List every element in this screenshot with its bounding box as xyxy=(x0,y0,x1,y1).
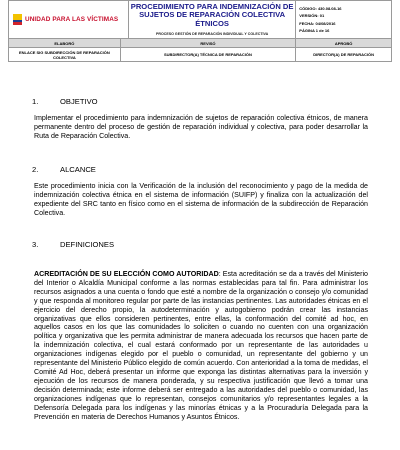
elaboro-header: ELABORÓ xyxy=(9,39,121,48)
document-code: CÓDIGO: 430.08.08-16 xyxy=(299,5,342,11)
section-heading-alcance xyxy=(32,165,96,174)
document-title: PROCEDIMIENTO PARA INDEMNIZACIÓN DE SUJETOS DE REPARACIÓN COLECTIVA ÉTNICOS xyxy=(130,2,294,28)
section-title: DEFINICIONES xyxy=(60,240,115,249)
meta-cell xyxy=(296,1,392,39)
page-number: PÁGINA 1 de 16 xyxy=(299,28,330,33)
document-date: FECHA: 04/08/2016 xyxy=(299,20,336,26)
elaboro-value: ENLACE SIG SUBDIRECCIÓN DE REPARACIÓN COLECTIVA xyxy=(9,48,121,62)
definition-acreditacion xyxy=(34,270,368,421)
section-heading-objetivo xyxy=(32,97,98,106)
document-header xyxy=(8,0,392,39)
unidad-victimas-logo xyxy=(9,14,128,25)
title-cell xyxy=(128,1,295,39)
reviso-value: SUBDIRECTOR(A) TÉCNICA DE REPARACIÓN xyxy=(120,48,296,62)
logo-cell xyxy=(9,1,129,39)
reviso-header: REVISÓ xyxy=(120,39,296,48)
section-number: 3. xyxy=(32,240,39,249)
aprobo-value: DIRECTOR(A) DE REPARACIÓN xyxy=(296,48,392,62)
approval-table xyxy=(8,38,392,62)
section-number: 2. xyxy=(32,165,39,174)
definition-body: : Esta acreditación se da a través del Ministerio del Interior o Alcaldía Municipal conforme a las normas establecidas para tal fin. Para administrar los recursos asignados a una cuenta o fondo que esté a nombre de la organización o consejo y/o comunidad y que responda al monitoreo regular por parte de las instancias pertinentes. Las autoridades étnicas en el ejercicio del derecho propio, la autodeterminación y autogobierno podrán crear las instancias organizativas que ellos consideren pertinentes, entre ellas, la conformación del comité ad hoc, en aquellos casos en los que las comunidades lo soliciten o cuando no cuenten con una organización política y organizativa que les permita administrar de manera adecuada los recursos que hacen parte de la indemnización colectiva, el cual estará conformado por un representante de las autoridades u organizaciones indígenas elegido por el pueblo o comunidad, un representante del gobierno y un representante del Ministerio Público elegido de común acuerdo. Con anterioridad a la toma de medidas, el Comité Ad Hoc, deberá presentar un informe que exponga las distintas alternativas para la inversión y ejecución de los recursos de manera ponderada, y su respectiva justificación que llevó a tomar una decisión determinada; este informe deberá ser entregado a las autoridades del pueblo o comunidad, las organizaciones indígenas que lo representan, consejos comunitarios y/o representantes legales a la Defensoría Delegada para los indígenas y las minorías étnicas y a la Procuraduría Delegada para la Prevención en materia de Derechos Humanos y Asuntos Étnicos. xyxy=(34,270,369,421)
section-number: 1. xyxy=(32,97,39,106)
logo-text: UNIDAD PARA LAS VÍCTIMAS xyxy=(25,16,119,23)
section-title: OBJETIVO xyxy=(60,97,98,106)
flag-icon xyxy=(13,14,22,25)
section-title: ALCANCE xyxy=(60,165,96,174)
aprobo-header: APROBÓ xyxy=(296,39,392,48)
document-version: VERSIÓN: 01 xyxy=(299,13,325,18)
alcance-text: Este procedimiento inicia con la Verificación de la inclusión del reconocimiento y pago de la medida de indemnización colectiva étnica en el sistema de información (SUIFP) y finaliza con la actualización del expediente del SRC tanto en físico como en el sistema de información de la subdirección de Reparación Colectiva. xyxy=(34,182,368,218)
definition-term: ACREDITACIÓN DE SU ELECCIÓN COMO AUTORIDAD xyxy=(34,270,219,278)
section-heading-definiciones xyxy=(32,240,114,249)
process-name: PROCESO GESTIÓN DE REPARACIÓN INDIVIDUAL Y COLECTIVA xyxy=(155,31,269,36)
objetivo-text: Implementar el procedimiento para indemnización de sujetos de reparación colectiva étnicos, de manera permanente dentro del proceso de gestión de reparación individual y colectiva, para poder desarrollar la Ruta de Reparación Colectiva. xyxy=(34,114,368,141)
